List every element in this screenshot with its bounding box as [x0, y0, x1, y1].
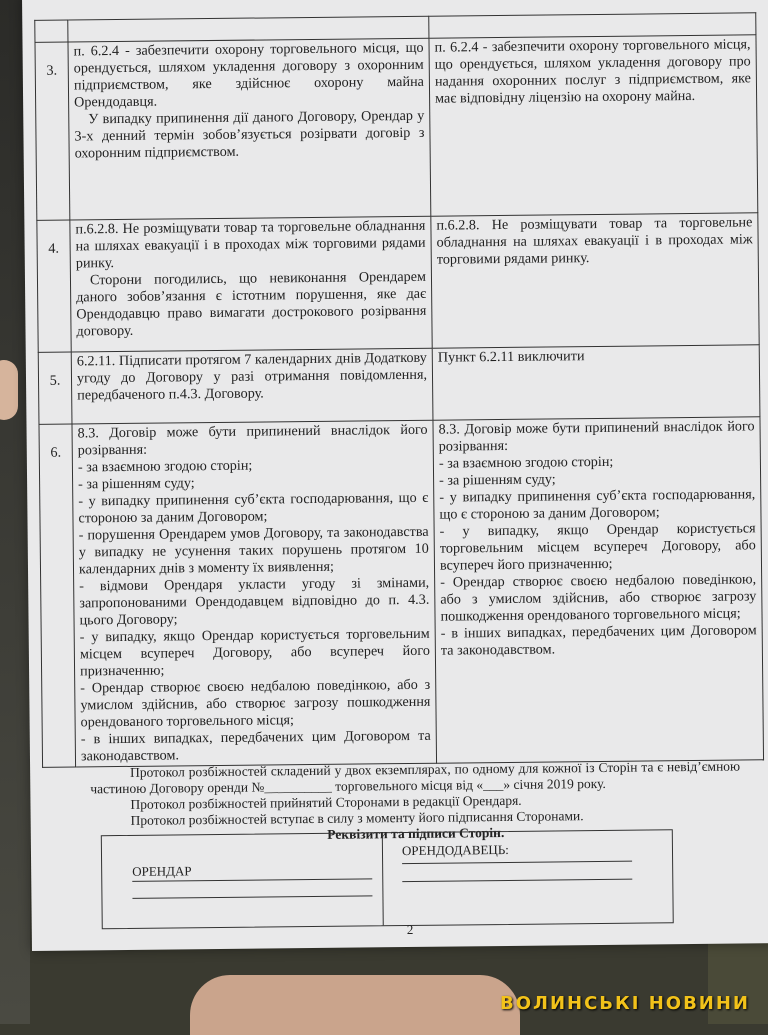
clause-text: 8.3. Договір може бути припинений внаслідок його розірвання: [77, 421, 428, 459]
tenant-signature-line [132, 895, 372, 899]
page-number: 2 [406, 921, 414, 938]
footer-paragraph-accepted: Протокол розбіжностей прийнятий Сторонами в редакції Орендаря. [130, 792, 522, 812]
clause-text: - за рішенням суду; [78, 475, 195, 493]
clause-text: 6.2.11. Підписати протягом 7 календарних днів Додаткову угоду до Договору у разі отримання повідомлення, передбаченого п.4.3. Договору. [76, 349, 428, 404]
signature-box [101, 829, 674, 929]
clause-text: - за взаємною згодою сторін; [438, 453, 614, 472]
tenant-edition-cell [432, 345, 760, 420]
clause-text: 8.3. Договір може бути припинений внаслідок його розірвання: [438, 418, 755, 455]
watermark-logo: ВОЛИНСЬКІ НОВИНИ [500, 993, 750, 1014]
landlord-signature-line [402, 861, 632, 864]
table-row [38, 345, 760, 425]
footer-paragraph-copies: Протокол розбіжностей складений у двох екземплярах, по одному для кожної із Сторін та є невід’ємною частиною Договору оренди №__________ торговельного місця від «___» січня 2019 року. [90, 758, 741, 797]
hand [190, 975, 520, 1035]
clause-text: - за взаємною згодою сторін; [77, 457, 253, 476]
clause-text: Пункт 6.2.11 виключити [437, 348, 585, 366]
clause-text: У випадку припинення дії даного Договору, Орендар у 3-х денний термін зобов’язується розірвати договір з охоронним підприємством. [74, 107, 425, 162]
clause-text: - порушення Орендарем умов Договору, та законодавства у випадку не усунення таких порушень протягом 10 календарних днів з моменту їх виявлення; [78, 523, 429, 578]
clause-text: - в інших випадках, передбачених цим Договором та законодавством. [80, 727, 431, 765]
clause-text: п.6.2.8. Не розміщувати товар та торговельне обладнання на шляхах евакуації і в проходах між торговими рядами ринку. [75, 217, 426, 272]
tenant-edition-cell [433, 417, 764, 763]
clause-text: - Орендар створює своєю недбалою поведінкою, або з умислом здійснив, або створює загрозу пошкодження орендованого торговельного місця; [80, 676, 431, 731]
clause-text: - у випадку припинення суб’єкта господарювання, що є стороною за даним Договором; [439, 486, 756, 523]
document-page [22, 0, 768, 951]
landlord-signature-line [402, 879, 632, 882]
clause-text: - у випадку, якщо Орендар користується торговельним місцем всупереч Договору, або всупереч його призначенню; [439, 520, 756, 574]
clause-text: - відмови Орендаря укласти угоду зі змінами, запропонованими Орендодавцем відповідно до п. 4.3. цього Договору; [79, 574, 430, 629]
clause-text: п. 6.2.4 - забезпечити охорону торговельного місця, що орендується, шляхом укладення договору з охоронним підприємством, яке здійснює охорону майна Орендодавця. [73, 39, 425, 111]
original-text-cell [70, 216, 432, 352]
footer-paragraph-effective: Протокол розбіжностей вступає в силу з моменту його підписання Сторонами. [130, 808, 584, 828]
row-number: 4. [37, 220, 71, 352]
clause-text: - у випадку, якщо Орендар користується торговельним місцем всупереч Договору, або всупереч його призначенню; [79, 625, 430, 680]
tenant-label: ОРЕНДАР [132, 863, 192, 879]
original-text-cell [71, 348, 433, 424]
row-number: 5. [38, 352, 72, 424]
clause-text: Сторони погодились, що невиконання Орендарем даного зобов’язання є істотним порушення, яке дає Орендодавцю право вимагати дострокового розірвання договору. [76, 268, 427, 340]
row-number [35, 20, 68, 42]
table-row [37, 213, 759, 353]
finger [0, 360, 18, 420]
clause-text: п.6.2.8. Не розміщувати товар та торговельне обладнання на шляхах евакуації і в проходах між торговими рядами ринку. [436, 214, 753, 268]
table-row [35, 35, 758, 221]
original-text-cell [72, 420, 437, 767]
clause-text: п. 6.2.4 - забезпечити охорону торговельного місця, що орендується, шляхом укладення договору про надання охоронних послуг з підприємством, яке має відповідну ліцензію на охорону майна. [434, 36, 751, 107]
tenant-edition-cell [429, 35, 758, 216]
signature-divider [382, 833, 384, 925]
disagreement-table [34, 12, 764, 768]
landlord-label: ОРЕНДОДАВЕЦЬ: [401, 841, 509, 859]
table-row [39, 417, 764, 768]
clause-text: - в інших випадках, передбачених цим Договором та законодавством. [440, 622, 757, 659]
row-number: 6. [39, 424, 76, 767]
clause-text: - у випадку припинення суб’єкта господарювання, що є стороною за даним Договором; [78, 489, 429, 527]
row-number: 3. [35, 42, 70, 220]
tenant-edition-cell [431, 213, 759, 348]
original-text-cell [68, 38, 431, 220]
clause-text: - за рішенням суду; [439, 471, 556, 489]
clause-text: - Орендар створює своєю недбалою поведінкою, або з умислом здійснив, або створює загрозу пошкодження орендованого торговельного місця; [440, 571, 757, 625]
requisites-heading: Реквізити та підписи Сторін. [327, 824, 505, 842]
